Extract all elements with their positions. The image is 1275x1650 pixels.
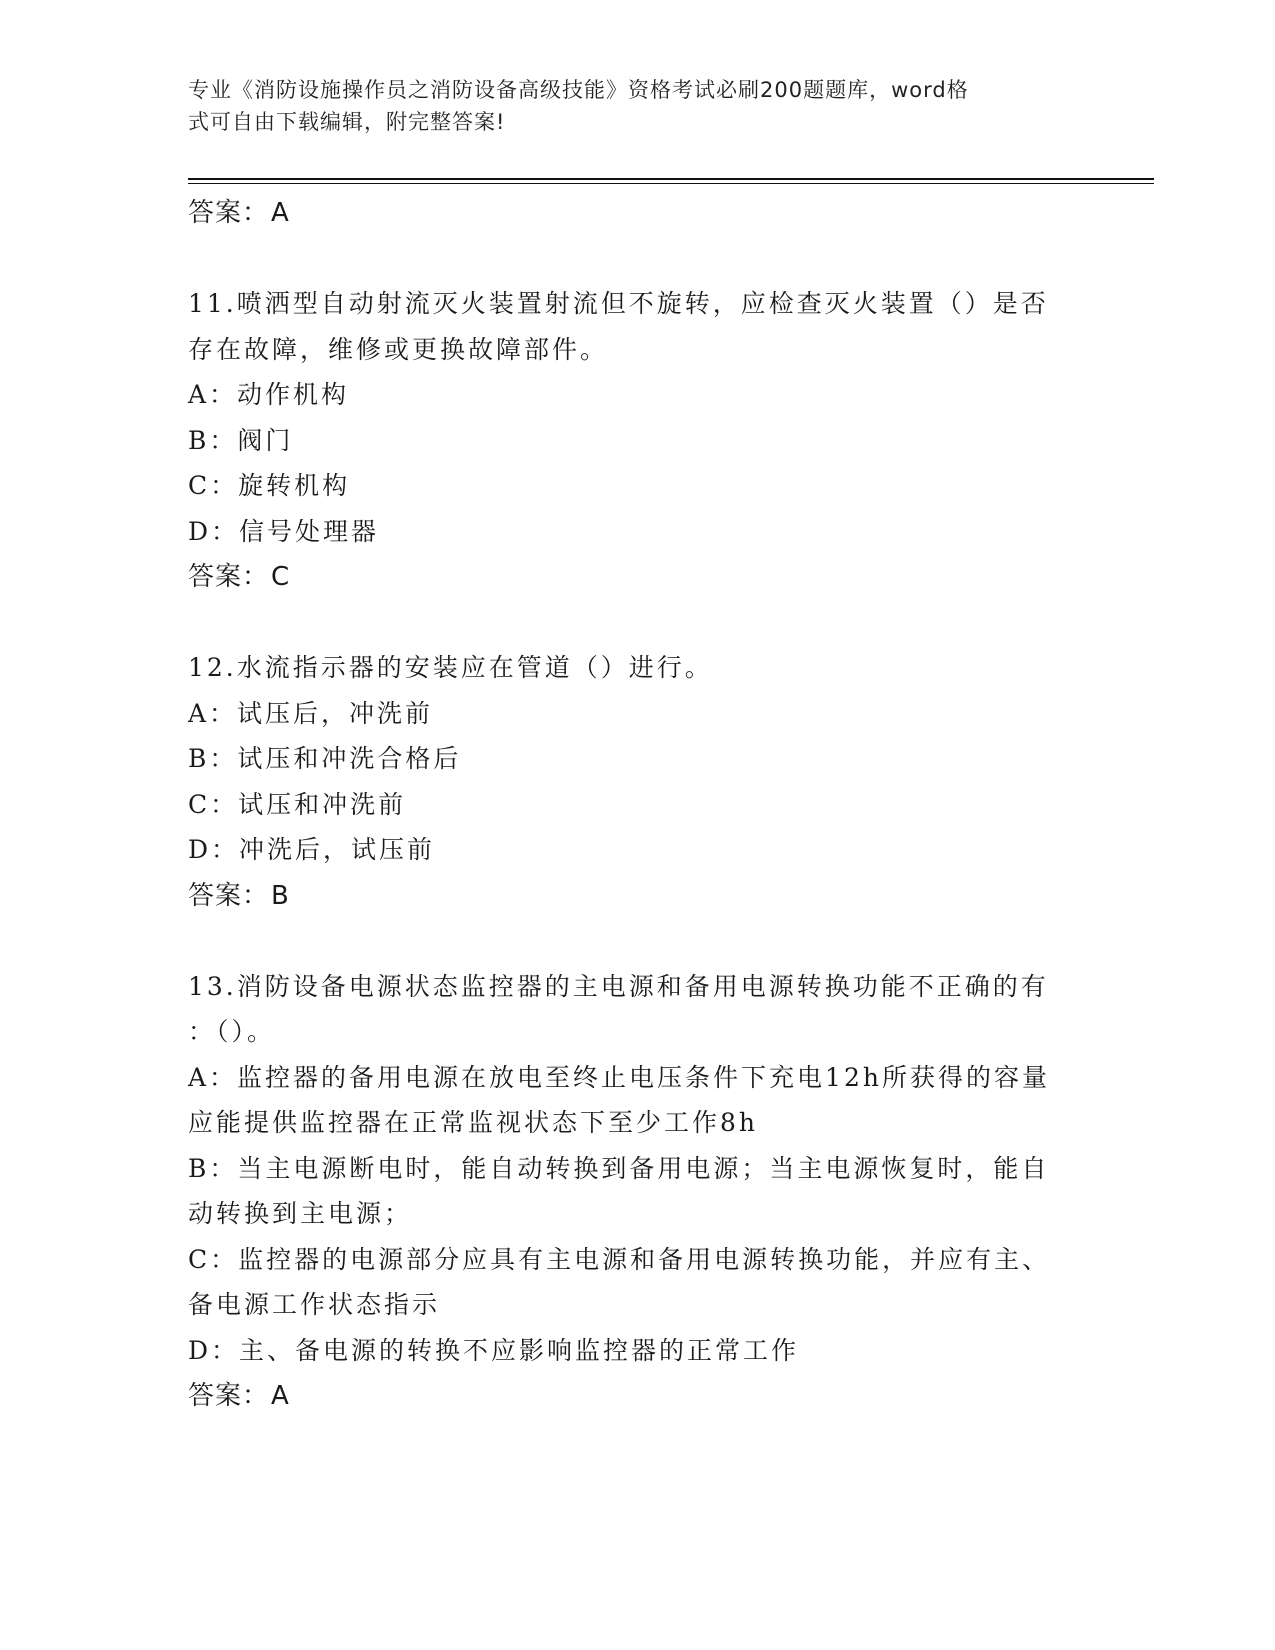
question-text-line: 11.喷洒型自动射流灭火装置射流但不旋转，应检查灭火装置（）是否 [188,289,1049,318]
spacer [188,600,1088,645]
option-b: B：试压和冲洗合格后 [188,744,462,773]
answer-label: 答案： [188,1381,270,1411]
question-text-line: ：（）。 [188,1017,276,1046]
question-text-line: 存在故障，维修或更换故障部件。 [188,334,609,364]
option-line: 备电源工作状态指示 [188,1290,441,1319]
answer-value: C [271,562,291,592]
header-rule-thick [188,178,1154,180]
answer-label: 答案： [188,880,270,911]
option-line: 动转换到主电源； [188,1199,413,1228]
header-line-1: 专业《消防设施操作员之消防设备高级技能》资格考试必刷200题题库，word格 [188,78,969,102]
option-d: D：主、备电源的转换不应影响监控器的正常工作 [188,1335,800,1365]
prev-answer-line [188,190,1088,236]
answer-label: 答案： [188,198,270,228]
question-block [188,281,1088,600]
option-c [188,1237,1088,1328]
option-b [188,1146,1088,1237]
document-header [188,74,1068,138]
question-text-line: 12.水流指示器的安装应在管道（）进行。 [188,653,713,682]
option-line: 应能提供监控器在正常监视状态下至少工作8h [188,1108,759,1137]
answer-label: 答案： [188,562,270,592]
answer-value: B [271,880,290,911]
answer-value: A [271,198,290,228]
option-d: D：冲洗后，试压前 [188,835,436,864]
option-b: B：阀门 [188,425,294,455]
option-line: B：当主电源断电时，能自动转换到备用电源；当主电源恢复时，能自 [188,1153,1050,1183]
option-line: A：监控器的备用电源在放电至终止电压条件下充电12h所获得的容量 [188,1062,1050,1092]
option-line: C：监控器的电源部分应具有主电源和备用电源转换功能，并应有主、 [188,1244,1051,1274]
header-rule-thin [188,183,1154,184]
answer-value: A [271,1381,290,1411]
answer-line [188,1373,1088,1419]
spacer [188,919,1088,964]
header-line-2: 式可自由下载编辑，附完整答案! [188,110,506,134]
question-content [188,190,1088,1419]
option-a: A：试压后，冲洗前 [188,698,434,728]
question-text [188,281,1088,372]
question-block [188,645,1088,919]
question-text [188,964,1088,1055]
option-c: C：旋转机构 [188,471,351,500]
question-text-line: 13.消防设备电源状态监控器的主电源和备用电源转换功能不正确的有 [188,971,1049,1001]
spacer [188,236,1088,281]
option-a: A：动作机构 [188,380,350,409]
option-c: C：试压和冲洗前 [188,789,407,819]
answer-line [188,873,1088,919]
question-block [188,964,1088,1420]
option-d: D：信号处理器 [188,516,380,546]
question-text [188,645,1088,691]
answer-line [188,554,1088,600]
option-a [188,1055,1088,1146]
